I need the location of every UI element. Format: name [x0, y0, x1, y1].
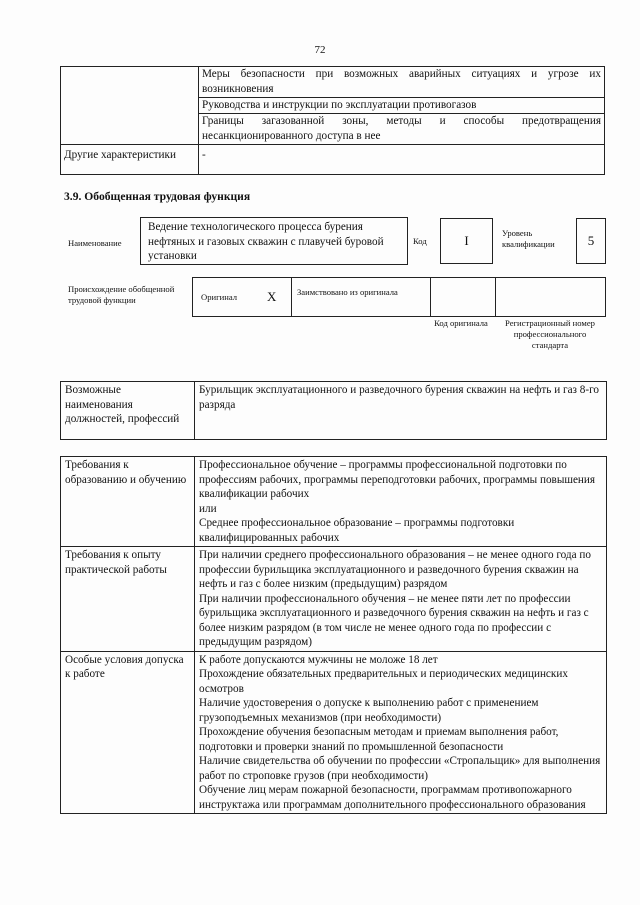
top-table-left-cell [61, 98, 199, 114]
top-table-cell: Меры безопасности при возможных аварийных ситуациях и угрозе их возникновения [199, 67, 605, 98]
level-value-box [576, 218, 606, 264]
name-label: Наименование [68, 238, 122, 248]
original-mark: Х [267, 289, 277, 304]
other-characteristics-label: Другие характеристики [61, 145, 199, 175]
positions-label: Возможные наименования должностей, профессий [61, 382, 195, 440]
origin-label: Происхождение обобщенной трудовой функции [68, 284, 175, 305]
section-heading: 3.9. Обобщенная трудовая функция [64, 190, 251, 203]
requirements-table [60, 456, 607, 814]
requirements-value [195, 651, 607, 814]
requirement-line: К работе допускаются мужчины не моложе 18 лет [199, 653, 438, 666]
requirements-row [61, 651, 607, 814]
code-label: Код [413, 236, 427, 246]
origin-table [192, 277, 606, 317]
page-number: 72 [314, 44, 326, 56]
requirements-row [61, 547, 607, 652]
requirements-label: Требования к опыту практической работы [61, 547, 195, 652]
positions-value: Бурильщик эксплуатационного и разведочного бурения скважин на нефть и газ 8-го разряда [195, 382, 607, 440]
borrowed-label: Заимствовано из оригинала [297, 287, 398, 297]
requirement-line: или [199, 502, 217, 515]
original-label: Оригинал [201, 292, 238, 302]
requirement-line: Наличие свидетельства об обучении по профессии «Стропальщик» для выполнения работ по строповке грузов (при необходимости) [199, 755, 601, 782]
origin-divider [495, 278, 496, 316]
requirement-line: Среднее профессиональное образование – программы подготовки квалифицированных рабочих [199, 517, 515, 544]
requirements-value [195, 457, 607, 547]
requirements-label: Требования к образованию и обучению [61, 457, 195, 547]
requirement-line: Прохождение обучения безопасным методам и приемам выполнения работ, подготовки и проверки знаний по промышленной безопасности [199, 726, 559, 753]
top-table [60, 66, 605, 175]
requirement-line: Профессиональное обучение – программы профессиональной подготовки по профессиям рабочих, программы переподготовки рабочих, программы повышения квалификации рабочих [199, 459, 596, 500]
function-name-box [140, 217, 408, 265]
requirements-row [61, 457, 607, 547]
origin-divider [430, 278, 431, 316]
registration-number-caption: Регистрационный номер профессионального стандарта [505, 318, 595, 350]
requirements-value [195, 547, 607, 652]
top-table-cell: Руководства и инструкции по эксплуатации противогазов [199, 98, 605, 114]
positions-table [60, 381, 607, 440]
requirement-line: Прохождение обязательных предварительных и периодических медицинских осмотров [199, 668, 568, 695]
requirement-line: При наличии профессионального обучения – не менее пяти лет по профессии бурильщика эксплуатационного и разведочного бурения скважин на нефть и газ с более низким разрядом (в том числе не менее одного года по профессии с предыдущим разрядом) [199, 592, 589, 648]
top-table-cell: Границы загазованной зоны, методы и способы предотвращения несанкционированного доступа в нее [199, 114, 605, 145]
top-table-left-cell [61, 114, 199, 145]
function-name-value: Ведение технологического процесса бурения нефтяных и газовых скважин с плавучей буровой установки [148, 221, 384, 262]
code-value-box [440, 218, 493, 264]
other-characteristics-value: - [199, 145, 605, 175]
level-value: 5 [587, 233, 595, 248]
requirement-line: Обучение лиц мерам пожарной безопасности, программам противопожарного инструктажа или программам дополнительного профессионального образования [199, 784, 586, 811]
requirement-line: При наличии среднего профессионального образования – не менее одного года по профессии бурильщика эксплуатационного и разведочного бурения скважин на нефть и газ с более низким (предыдущим) разрядом [199, 549, 591, 590]
code-value: I [464, 233, 469, 248]
requirements-label: Особые условия допуска к работе [61, 651, 195, 814]
top-table-left-cell [61, 67, 199, 98]
level-label: Уровень квалификации [502, 228, 555, 249]
requirement-line: Наличие удостоверения о допуске к выполнению работ с применением грузоподъемных механизмов (при необходимости) [199, 697, 539, 724]
origin-divider [291, 278, 292, 316]
code-original-caption: Код оригинала [434, 318, 488, 328]
